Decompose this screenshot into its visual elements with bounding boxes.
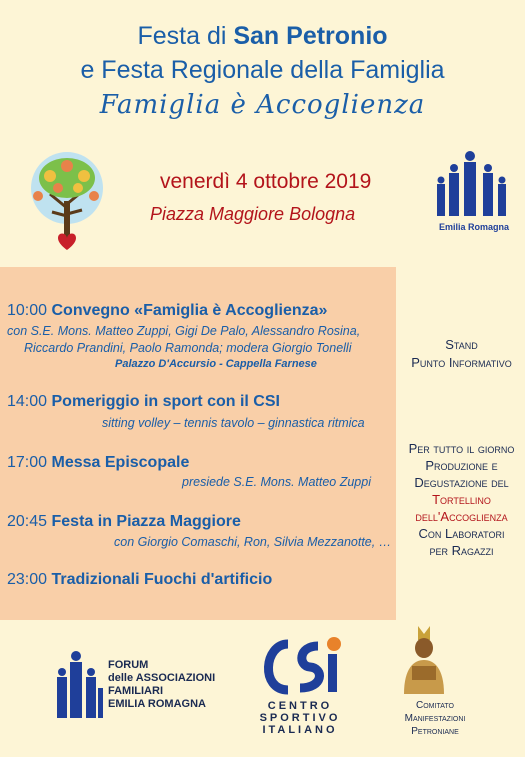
event-title: Messa Episcopale — [51, 454, 190, 471]
day-line: Produzione e — [425, 458, 498, 473]
day-info — [398, 440, 525, 559]
event-time: 10:00 — [7, 302, 48, 319]
csi-line: ITALIANO — [262, 724, 338, 736]
day-line: Degustazione del — [414, 475, 509, 490]
title-prefix: Festa di — [137, 22, 234, 50]
event-date: venerdì 4 ottobre 2019 — [160, 170, 372, 193]
event-detail: presiede S.E. Mons. Matteo Zuppi — [182, 475, 371, 489]
event-time: 23:00 — [7, 571, 48, 588]
forum-label — [108, 659, 215, 711]
csi-line: SPORTIVO — [259, 712, 341, 724]
day-line-highlight: dell'Accoglienza — [415, 509, 508, 524]
csi-logo — [254, 636, 346, 698]
page-subtitle: e Festa Regionale della Famiglia — [80, 56, 445, 84]
event-title: Tradizionali Fuochi d'artificio — [51, 571, 273, 588]
motto: Famiglia è Accoglienza — [99, 90, 426, 120]
stand-info — [398, 336, 525, 372]
event-2 — [7, 393, 280, 411]
day-line: Per tutto il giorno — [408, 441, 515, 456]
comitato-line: Manifestazioni — [404, 713, 466, 724]
san-petronio-figure — [398, 624, 450, 696]
event-3 — [7, 454, 189, 472]
stand-line: Punto Informativo — [411, 355, 512, 370]
emilia-romagna-logo — [436, 150, 508, 222]
event-time: 14:00 — [7, 393, 48, 410]
event-time: 17:00 — [7, 454, 48, 471]
day-line-highlight: Tortellino — [432, 492, 491, 507]
forum-line: FORUM — [108, 659, 149, 671]
comitato-line: Comitato — [416, 700, 454, 711]
forum-line: EMILIA ROMAGNA — [108, 698, 206, 710]
event-place: Piazza Maggiore Bologna — [150, 204, 356, 224]
comitato-label — [395, 699, 475, 738]
event-1 — [7, 302, 327, 320]
page-title — [0, 22, 525, 51]
forum-line: delle ASSOCIAZIONI — [108, 672, 216, 684]
forum-logo — [54, 650, 104, 720]
day-line: per Ragazzi — [429, 543, 494, 558]
event-detail: Riccardo Prandini, Paolo Ramonda; modera Giorgio Tonelli — [24, 341, 352, 355]
event-detail: con S.E. Mons. Matteo Zuppi, Gigi De Palo, Alessandro Rosina, — [7, 324, 361, 338]
event-time: 20:45 — [7, 513, 48, 530]
csi-line: CENTRO — [267, 700, 333, 712]
forum-line: FAMILIARI — [108, 685, 163, 697]
event-title: Convegno «Famiglia è Accoglienza» — [51, 302, 328, 319]
day-line: Con Laboratori — [418, 526, 505, 541]
csi-label — [254, 700, 346, 736]
emilia-romagna-label: Emilia Romagna — [438, 222, 510, 232]
event-detail: sitting volley – tennis tavolo – ginnastica ritmica — [102, 416, 365, 430]
event-5 — [7, 571, 272, 589]
event-venue: Palazzo D'Accursio - Cappella Farnese — [115, 358, 317, 370]
event-title: Festa in Piazza Maggiore — [51, 513, 241, 530]
stand-line: Stand — [445, 337, 478, 352]
family-tree-logo — [22, 146, 112, 254]
event-4 — [7, 513, 241, 531]
event-title: Pomeriggio in sport con il CSI — [51, 393, 280, 410]
event-detail: con Giorgio Comaschi, Ron, Silvia Mezzanotte, … — [114, 535, 392, 549]
title-bold: San Petronio — [233, 22, 388, 50]
comitato-line: Petroniane — [411, 726, 459, 737]
